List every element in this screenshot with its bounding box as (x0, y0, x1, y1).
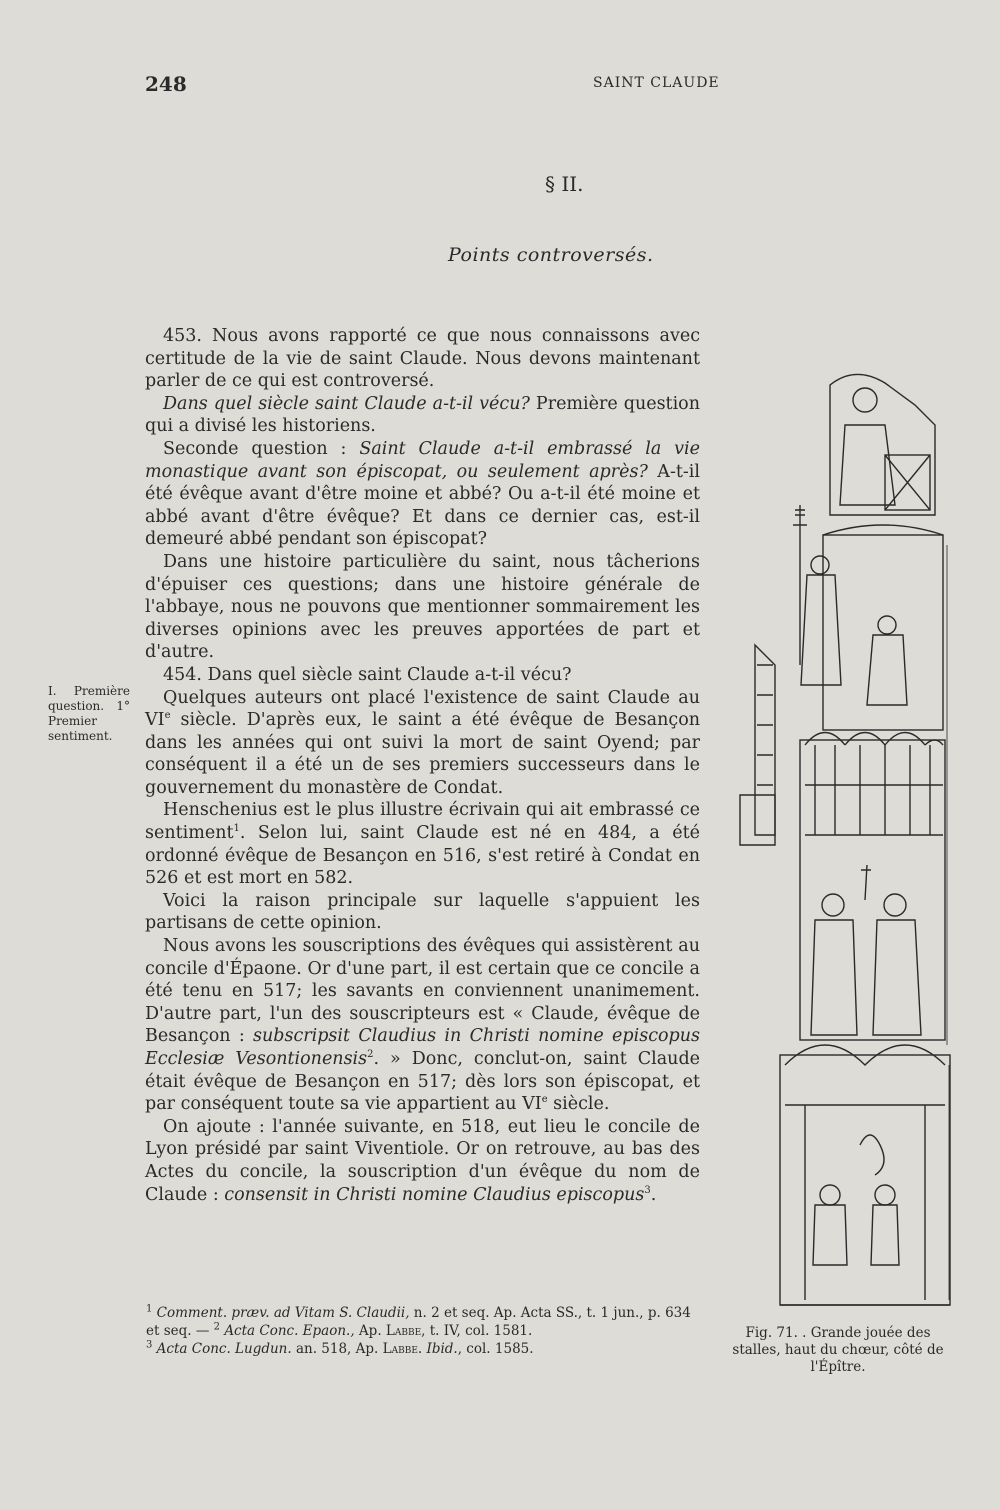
figure-caption: Fig. 71. . Grande jouée des stalles, haut du chœur, côté de l'Épître. (732, 1325, 944, 1375)
footnote-number: 2 (213, 1321, 221, 1333)
text-run: Labbe (382, 1341, 418, 1357)
text-run: . Selon lui, saint Claude est né en 484, a été ordonné évêque de Besançon en 516, s'est retiré à Condat en 526 et est mort en 582. (145, 823, 700, 889)
text-run: Quelques auteurs ont placé l'existence de saint Claude au VI (145, 687, 700, 731)
footnote-1-2 (120, 1304, 700, 1340)
question-italic: Saint Claude a-t-il embrassé la vie monastique avant son épiscopat, ou seulement après? (145, 438, 701, 482)
footnote-ref: 1 (233, 823, 240, 835)
paragraph-text: Dans quel siècle saint Claude a-t-il vécu? (207, 664, 572, 685)
text-run: . » Donc, conclut-on, saint Claude était évêque de Besançon en 517; dès lors son épiscopat, et par conséquent toute sa vie appartient au VI (145, 1049, 700, 1115)
text-run: an. 518, Ap. (291, 1341, 383, 1357)
paragraph-henschenius (145, 799, 700, 889)
text-run: siècle. D'après eux, le saint a été évêque de Besançon dans les années qui ont suivi la mort de saint Oyend; par conséquent il a été un de ses premiers successeurs dans le gouvernement du monastère de Condat. (145, 710, 700, 798)
paragraph-number: 453. (163, 326, 202, 346)
superscript: e (541, 1094, 548, 1106)
running-title: SAINT CLAUDE (593, 75, 720, 91)
footnote-3 (120, 1340, 700, 1358)
text-run: Ibid. (426, 1341, 458, 1357)
text-run: Henschenius est le plus illustre écrivain qui ait embrassé ce sentiment (145, 800, 700, 844)
text-run: , col. 1585. (457, 1341, 534, 1357)
figure-stall-engraving (735, 365, 960, 1310)
paragraph-text: Première question qui a divisé les historiens. (145, 393, 700, 437)
text-run: Comment. præv. ad Vitam S. Claudii, (156, 1305, 410, 1321)
paragraph-histoire: Dans une histoire particulière du saint, nous tâcherions d'épuiser ces questions; dans une histoire générale de l'abbaye, nous ne pouvons que mentionner sommairement les diverses opinions avec les preuves apportées de part et d'autre. (145, 551, 700, 663)
text-run: n. 2 et seq. Ap. Acta SS., t. 1 jun., p. 634 et seq. — (146, 1305, 691, 1339)
text-run: Ap. (354, 1323, 386, 1339)
footnote-number: 3 (146, 1339, 153, 1351)
paragraph-454 (145, 664, 700, 687)
paragraph-ajoute (145, 1116, 700, 1206)
text-run: siècle. (547, 1094, 610, 1115)
latin-quote: consensit in Christi nomine Claudius episcopus (224, 1184, 645, 1205)
stall-engraving-illustration (735, 365, 960, 1310)
latin-quote: subscripsit Claudius in Christi nomine episcopus Ecclesiæ Vesontionensis (145, 1026, 700, 1069)
section-mark: § II. (545, 172, 584, 196)
paragraph-number: 454. (163, 664, 202, 685)
text-run: Acta Conc. Lugdun. (156, 1341, 292, 1357)
text-run: Nous avons les souscriptions des évêques qui assistèrent au concile d'Épaone. Or d'une part, il est certain que ce concile a été tenu en 517; les savants en conviennent unanimement. D'autre part, l'un des souscripteurs est « Claude, évêque de Besançon : (145, 936, 700, 1047)
text-run: Acta Conc. Epaon., (224, 1323, 355, 1339)
footnote-ref: 3 (644, 1184, 651, 1196)
page-number: 248 (145, 72, 187, 96)
body-text (145, 325, 700, 1206)
superscript: e (164, 710, 171, 722)
page-header (145, 72, 945, 96)
paragraph-auteurs (145, 687, 700, 800)
paragraph-text: Nous avons rapporté ce que nous connaissons avec certitude de la vie de saint Claude. Nous devons maintenant parler de ce qui est controversé. (145, 326, 700, 392)
text-run: . (650, 1184, 657, 1205)
footnotes (120, 1304, 700, 1358)
text-run: , t. IV, col. 1581. (421, 1323, 533, 1339)
margin-note: I. Première question. 1° Premier sentiment. (48, 684, 130, 743)
text-run: Labbe (385, 1323, 422, 1339)
question-italic: Dans quel siècle saint Claude a-t-il vécu? (163, 393, 530, 414)
text-run: On ajoute : l'année suivante, en 518, eut lieu le concile de Lyon présidé par saint Viventiole. Or on retrouve, au bas des Actes du concile, la souscription d'un évêque du nom de Claude : (145, 1116, 700, 1205)
paragraph-souscriptions (145, 935, 700, 1116)
question-lead: Seconde question : (163, 438, 360, 459)
text-run: . (417, 1341, 427, 1357)
paragraph-453 (145, 325, 700, 393)
section-title: Points controversés. (448, 244, 654, 266)
paragraph-text: A-t-il été évêque avant d'être moine et abbé? Ou a-t-il été moine et abbé avant d'être évêque? Et dans ce dernier cas, est-il demeuré abbé pendant son épiscopat? (145, 461, 700, 550)
footnote-ref: 2 (367, 1049, 374, 1061)
paragraph-question-1 (145, 393, 700, 438)
footnote-number: 1 (146, 1303, 153, 1315)
paragraph-voici: Voici la raison principale sur laquelle s'appuient les partisans de cette opinion. (145, 890, 700, 934)
paragraph-question-2 (145, 438, 700, 551)
